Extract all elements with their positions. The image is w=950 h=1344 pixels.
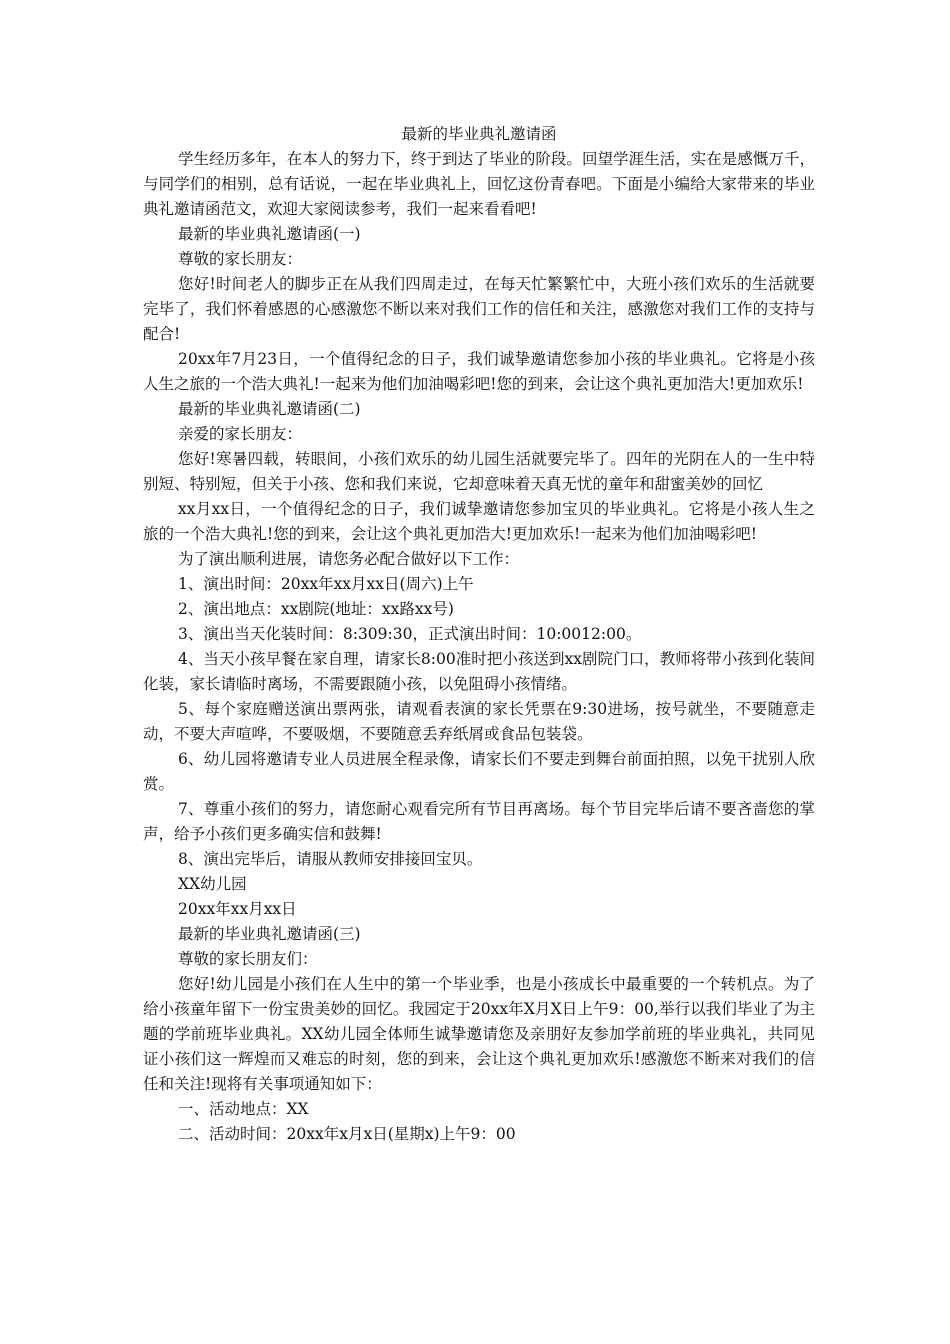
list-item: 5、每个家庭赠送演出票两张，请观看表演的家长凭票在9:30进场，按号就坐，不要随意走动，不要大声喧哗，不要吸烟，不要随意丢弃纸屑或食品包装袋。 [143,700,815,743]
list-item: 二、活动时间：20xx年x月x日(星期x)上午9：00 [178,1125,516,1143]
list-item: 8、演出完毕后，请服从教师安排接回宝贝。 [178,850,483,868]
signature-org: XX幼儿园 [178,875,247,893]
body-paragraph: 您好!幼儿园是小孩们在人生中的第一个毕业季，也是小孩成长中最重要的一个转机点。为了给小孩童年留下一份宝贵美妙的回忆。我园定于20xx年X月X日上午9：00,举行以我们毕业了为主题的学前班毕业典礼。XX幼儿园全体师生诚挚邀请您及亲朋好友参加学前班的毕业典礼，共同见证小孩们这一辉煌而又难忘的时刻，您的到来，会让这个典礼更加欢乐!感激您不断来对我们的信任和关注!现将有关事项通知如下： [143,975,815,1093]
list-item: 3、演出当天化装时间：8:309:30，正式演出时间：10:0012:00。 [178,625,642,643]
body-paragraph: 20xx年7月23日，一个值得纪念的日子，我们诚挚邀请您参加小孩的毕业典礼。它将是小孩人生之旅的一个浩大典礼!一起来为他们加油喝彩吧!您的到来，会让这个典礼更加浩大!更加欢乐! [143,350,815,393]
section-heading-1: 最新的毕业典礼邀请函(一) [178,225,361,243]
section-heading-3: 最新的毕业典礼邀请函(三) [178,925,361,943]
body-paragraph: xx月xx日，一个值得纪念的日子，我们诚挚邀请您参加宝贝的毕业典礼。它将是小孩人生之旅的一个浩大典礼!您的到来，会让这个典礼更加浩大!更加欢乐!一起来为他们加油喝彩吧! [143,500,815,543]
section-heading-2: 最新的毕业典礼邀请函(二) [178,400,361,418]
body-paragraph: 您好!时间老人的脚步正在从我们四周走过，在每天忙繁繁忙中，大班小孩们欢乐的生活就要完毕了，我们怀着感恩的心感激您不断以来对我们工作的信任和关注，感激您对我们工作的支持与配合! [143,275,815,343]
salutation-1: 尊敬的家长朋友： [178,250,303,268]
salutation-3: 尊敬的家长朋友们： [178,950,318,968]
intro-paragraph: 学生经历多年，在本人的努力下，终于到达了毕业的阶段。回望学涯生活，实在是感慨万千，与同学们的相别，总有话说，一起在毕业典礼上，回忆这份青春吧。下面是小编给大家带来的毕业典礼邀请函范文，欢迎大家阅读参考，我们一起来看看吧! [143,150,815,218]
list-item: 1、演出时间：20xx年xx月xx日(周六)上午 [178,575,474,593]
salutation-2: 亲爱的家长朋友： [178,425,303,443]
list-item: 7、尊重小孩们的努力，请您耐心观看完所有节目再离场。每个节目完毕后请不要吝啬您的掌声，给予小孩们更多确实信和鼓舞! [143,800,815,843]
list-item: 4、当天小孩早餐在家自理，请家长8:00准时把小孩送到xx剧院门口，教师将带小孩到化装间化装，家长请临时离场，不需要跟随小孩，以免阻碍小孩情绪。 [143,650,815,693]
list-item: 一、活动地点：XX [178,1100,309,1118]
list-item: 6、幼儿园将邀请专业人员进展全程录像，请家长们不要走到舞台前面拍照，以免干扰别人欣赏。 [143,750,815,793]
signature-date: 20xx年xx月xx日 [178,900,297,918]
list-item: 2、演出地点：xx剧院(地址：xx路xx号) [178,600,454,618]
body-paragraph: 您好!寒暑四载，转眼间，小孩们欢乐的幼儿园生活就要完毕了。四年的光阴在人的一生中特别短、特别短，但关于小孩、您和我们来说，它却意味着天真无忧的童年和甜蜜美妙的回忆 [143,450,815,493]
document-title: 最新的毕业典礼邀请函 [401,125,557,143]
document-body [143,122,815,1147]
body-paragraph: 为了演出顺利进展，请您务必配合做好以下工作： [178,550,520,568]
